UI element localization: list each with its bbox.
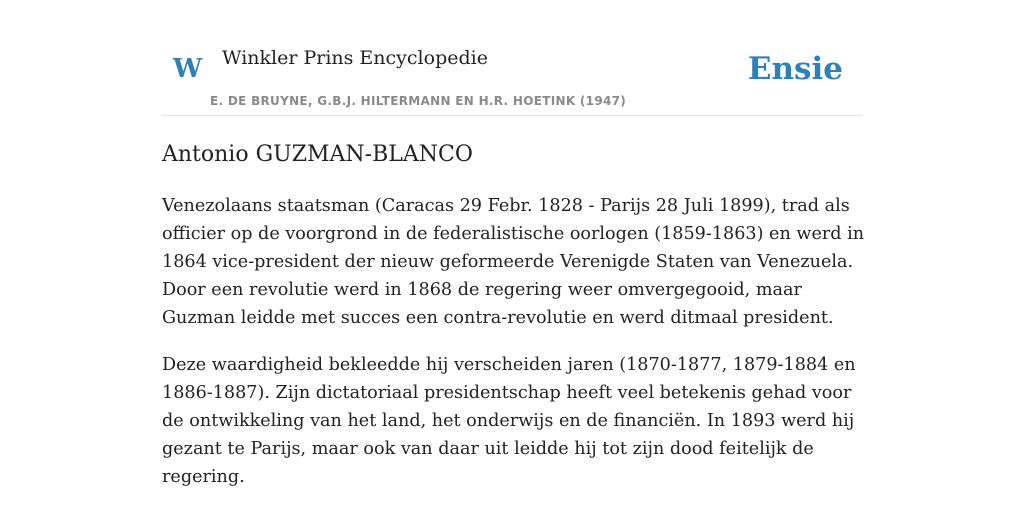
ensie-logo[interactable]: Ensie <box>747 51 843 87</box>
header <box>162 0 862 116</box>
authors-line: E. DE BRUYNE, G.B.J. HILTERMANN EN H.R. HOETINK (1947) <box>210 94 627 108</box>
article-paragraph-2: Deze waardigheid bekleedde hij verscheiden jaren (1870-1877, 1879-1884 en 1886-1887). Zijn dictatoriaal presidentschap heeft veel betekenis gehad voor de ontwikkeling van het land, het onderwijs en de financiën. In 1893 werd hij gezant te Parijs, maar ook van daar uit leidde hij tot zijn dood feitelijk de regering. <box>162 355 856 487</box>
site-title[interactable]: Winkler Prins Encyclopedie <box>222 47 488 69</box>
page-container <box>162 0 865 487</box>
article-title: Antonio GUZMAN-BLANCO <box>162 142 473 167</box>
winkler-prins-logo[interactable]: W <box>173 54 203 84</box>
article-paragraph-1: Venezolaans staatsman (Caracas 29 Febr. 1828 - Parijs 28 Juli 1899), trad als officier op de voorgrond in de federalistische oorlogen (1859-1863) en werd in 1864 vice-president der nieuw geformeerde Verenigde Staten van Venezuela. Door een revolutie werd in 1868 de regering weer omvergegooid, maar Guzman leidde met succes een contra-revolutie en werd ditmaal president. <box>162 196 865 328</box>
